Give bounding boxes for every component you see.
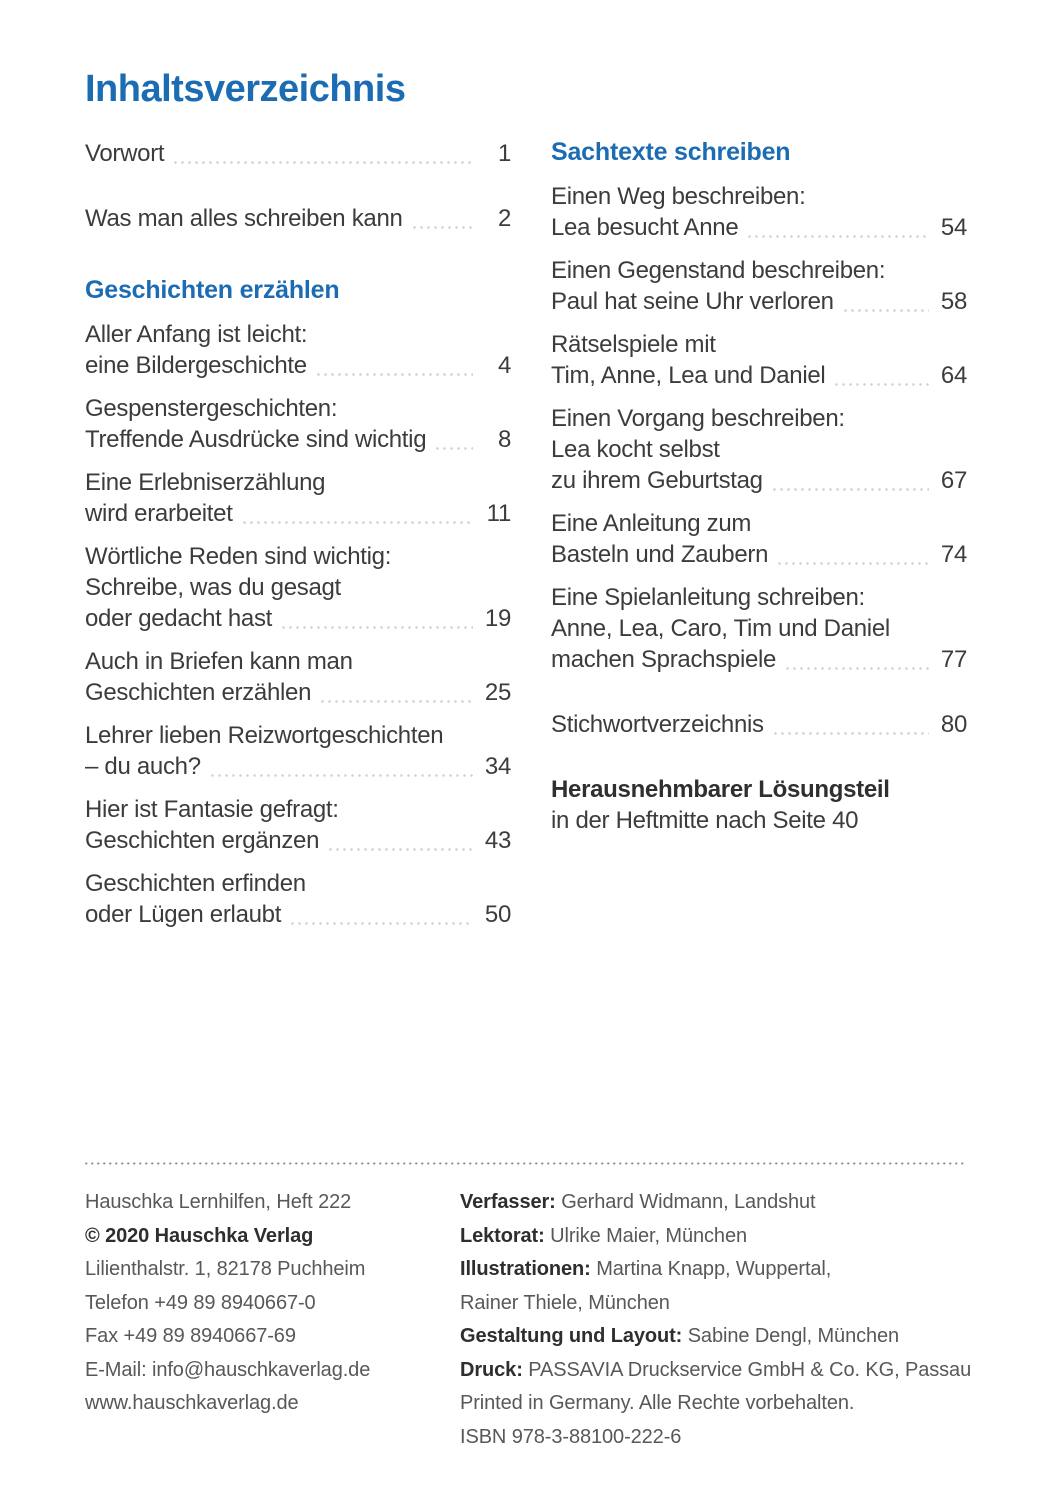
toc-entry-line: Rätselspiele mit [551, 331, 716, 358]
imprint-publisher [85, 1186, 460, 1454]
imprint-line: E-Mail: info@hauschkaverlag.de [85, 1358, 371, 1381]
toc-entry [551, 255, 967, 317]
toc-entry-line: Hier ist Fantasie gefragt: [85, 796, 339, 823]
page-number: 2 [497, 205, 511, 232]
page-number: 50 [484, 901, 511, 928]
toc-entry-line: Eine Erlebniserzählung [85, 469, 326, 496]
toc-entry [85, 203, 511, 234]
toc-entry [85, 646, 511, 708]
footer-divider [85, 1162, 967, 1165]
toc-entry-text: Paul hat seine Uhr verloren [551, 288, 834, 315]
toc-entry-text: oder Lügen erlaubt [85, 901, 282, 928]
imprint-credits [460, 1186, 975, 1454]
toc-entry-text: zu ihrem Geburtstag [551, 467, 763, 494]
page-number: 34 [484, 753, 511, 780]
dot-leader [282, 626, 473, 629]
toc-entry-line [85, 899, 511, 930]
page-number: 43 [484, 827, 511, 854]
dot-leader [748, 235, 929, 238]
page-number: 19 [484, 605, 511, 632]
toc-entry-text: Tim, Anne, Lea und Daniel [551, 362, 826, 389]
toc-entry-line: Wörtliche Reden sind wichtig: [85, 543, 392, 570]
imprint-line: ISBN 978-3-88100-222-6 [460, 1425, 682, 1448]
imprint-line: Telefon +49 89 8940667-0 [85, 1291, 316, 1314]
toc-entry [551, 508, 967, 570]
imprint-line: Gestaltung und Layout: Sabine Dengl, München [460, 1325, 900, 1347]
toc-entry [85, 319, 511, 381]
toc-entry-text: Geschichten ergänzen [85, 827, 320, 854]
dot-leader [778, 562, 929, 565]
dot-leader [329, 848, 473, 851]
toc-entry-line [551, 465, 967, 496]
toc-entry-line [551, 709, 967, 740]
toc-entry-line: Eine Anleitung zum [551, 510, 752, 537]
dot-leader [291, 922, 473, 925]
dot-leader [844, 309, 929, 312]
section-heading: Geschichten erzählen [85, 276, 340, 304]
page-number: 64 [940, 362, 967, 389]
toc-entry [85, 138, 511, 169]
imprint-line: Printed in Germany. Alle Rechte vorbehalten. [460, 1392, 855, 1414]
toc-entry-line: Anne, Lea, Caro, Tim und Daniel [551, 615, 890, 642]
page-number: 77 [940, 646, 967, 673]
page-number: 11 [486, 500, 511, 527]
toc-entry-line [85, 350, 511, 381]
imprint-line: Hauschka Lernhilfen, Heft 222 [85, 1191, 352, 1213]
imprint-line: Verfasser: Gerhard Widmann, Landshut [460, 1191, 816, 1213]
section-heading: Sachtexte schreiben [551, 138, 791, 166]
page-number: 1 [497, 140, 511, 167]
page-title: Inhaltsverzeichnis [85, 68, 406, 110]
imprint-line: Lektorat: Ulrike Maier, München [460, 1224, 747, 1247]
dot-leader [774, 732, 929, 735]
imprint-line: Lilienthalstr. 1, 82178 Puchheim [85, 1258, 366, 1280]
toc-column-left [85, 138, 511, 942]
toc-entry-line [85, 138, 511, 169]
toc-entry-line [85, 203, 511, 234]
toc-entry-text: Lea besucht Anne [551, 214, 739, 241]
imprint-label: Illustrationen: [460, 1258, 591, 1280]
page-number: 25 [484, 679, 511, 706]
toc-entry [85, 868, 511, 930]
toc-entry-text: Geschichten erzählen [85, 679, 312, 706]
toc-entry [551, 329, 967, 391]
note-text: in der Heftmitte nach Seite 40 [551, 807, 859, 834]
imprint-footer [85, 1186, 975, 1454]
toc-entry [85, 393, 511, 455]
page-number: 4 [497, 352, 511, 379]
toc-columns [85, 138, 967, 942]
imprint-line: Rainer Thiele, München [460, 1291, 670, 1314]
imprint-line: Illustrationen: Martina Knapp, Wuppertal, [460, 1258, 832, 1280]
toc-entry-text: wird erarbeitet [85, 500, 233, 527]
dot-leader [835, 383, 929, 386]
toc-entry-text: Vorwort [85, 140, 165, 167]
toc-entry-line: Schreibe, was du gesagt [85, 574, 341, 601]
dot-leader [243, 521, 473, 524]
toc-entry-text: Was man alles schreiben kann [85, 205, 403, 232]
toc-entry-line [551, 644, 967, 675]
toc-entry-text: machen Sprachspiele [551, 646, 777, 673]
imprint-label: Lektorat: [460, 1224, 545, 1247]
dot-leader [174, 161, 473, 164]
toc-entry-line: Lea kocht selbst [551, 436, 720, 463]
note-title: Herausnehmbarer Lösungsteil [551, 776, 890, 803]
toc-entry [551, 709, 967, 740]
dot-leader [436, 447, 473, 450]
toc-entry-line [551, 286, 967, 317]
dot-leader [211, 774, 473, 777]
page-number: 8 [497, 426, 511, 453]
toc-entry-line [85, 825, 511, 856]
toc-entry-line: Gespenstergeschichten: [85, 395, 338, 422]
toc-entry-line [85, 498, 511, 529]
toc-entry-line: Einen Weg beschreiben: [551, 183, 806, 210]
toc-entry-line [85, 751, 511, 782]
page-number: 58 [940, 288, 967, 315]
dot-leader [773, 488, 929, 491]
toc-entry-text: Stichwortverzeichnis [551, 711, 764, 738]
toc-entry-line [551, 212, 967, 243]
toc-entry-text: oder gedacht hast [85, 605, 273, 632]
imprint-line: © 2020 Hauschka Verlag [85, 1224, 314, 1247]
toc-entry-line: Lehrer lieben Reizwortgeschichten [85, 722, 444, 749]
toc-entry-text: Basteln und Zaubern [551, 541, 769, 568]
page-number: 54 [940, 214, 967, 241]
toc-entry-line: Auch in Briefen kann man [85, 648, 353, 675]
page-number: 80 [940, 711, 967, 738]
dot-leader [413, 226, 473, 229]
toc-entry-line [85, 677, 511, 708]
page-number: 67 [940, 467, 967, 494]
toc-entry-line: Einen Vorgang beschreiben: [551, 405, 845, 432]
toc-entry-text: – du auch? [85, 753, 201, 780]
toc-entry [85, 467, 511, 529]
toc-entry-line: Eine Spielanleitung schreiben: [551, 584, 865, 611]
toc-entry [551, 582, 967, 675]
toc-entry-text: Treffende Ausdrücke sind wichtig [85, 426, 427, 453]
removable-solutions-note [551, 774, 967, 836]
toc-entry-line [551, 360, 967, 391]
toc-entry-line [551, 539, 967, 570]
imprint-label: Gestaltung und Layout: [460, 1325, 683, 1347]
dot-leader [786, 667, 929, 670]
toc-entry [551, 403, 967, 496]
toc-entry [85, 541, 511, 634]
imprint-label: Druck: [460, 1358, 523, 1381]
toc-entry-line [85, 424, 511, 455]
toc-entry-text: eine Bildergeschichte [85, 352, 307, 379]
dot-leader [321, 700, 473, 703]
toc-entry-line: Geschichten erfinden [85, 870, 306, 897]
toc-entry [551, 181, 967, 243]
dot-leader [317, 373, 473, 376]
toc-entry [85, 720, 511, 782]
toc-entry-line: Aller Anfang ist leicht: [85, 321, 308, 348]
imprint-label: Verfasser: [460, 1191, 556, 1213]
toc-entry [85, 794, 511, 856]
imprint-line: Fax +49 89 8940667-69 [85, 1325, 296, 1347]
toc-entry-line [85, 603, 511, 634]
toc-entry-line: Einen Gegenstand beschreiben: [551, 257, 886, 284]
toc-column-right [551, 138, 967, 836]
imprint-line: Druck: PASSAVIA Druckservice GmbH & Co. KG, Passau [460, 1358, 972, 1381]
page-number: 74 [940, 541, 967, 568]
imprint-line: www.hauschkaverlag.de [85, 1392, 299, 1414]
